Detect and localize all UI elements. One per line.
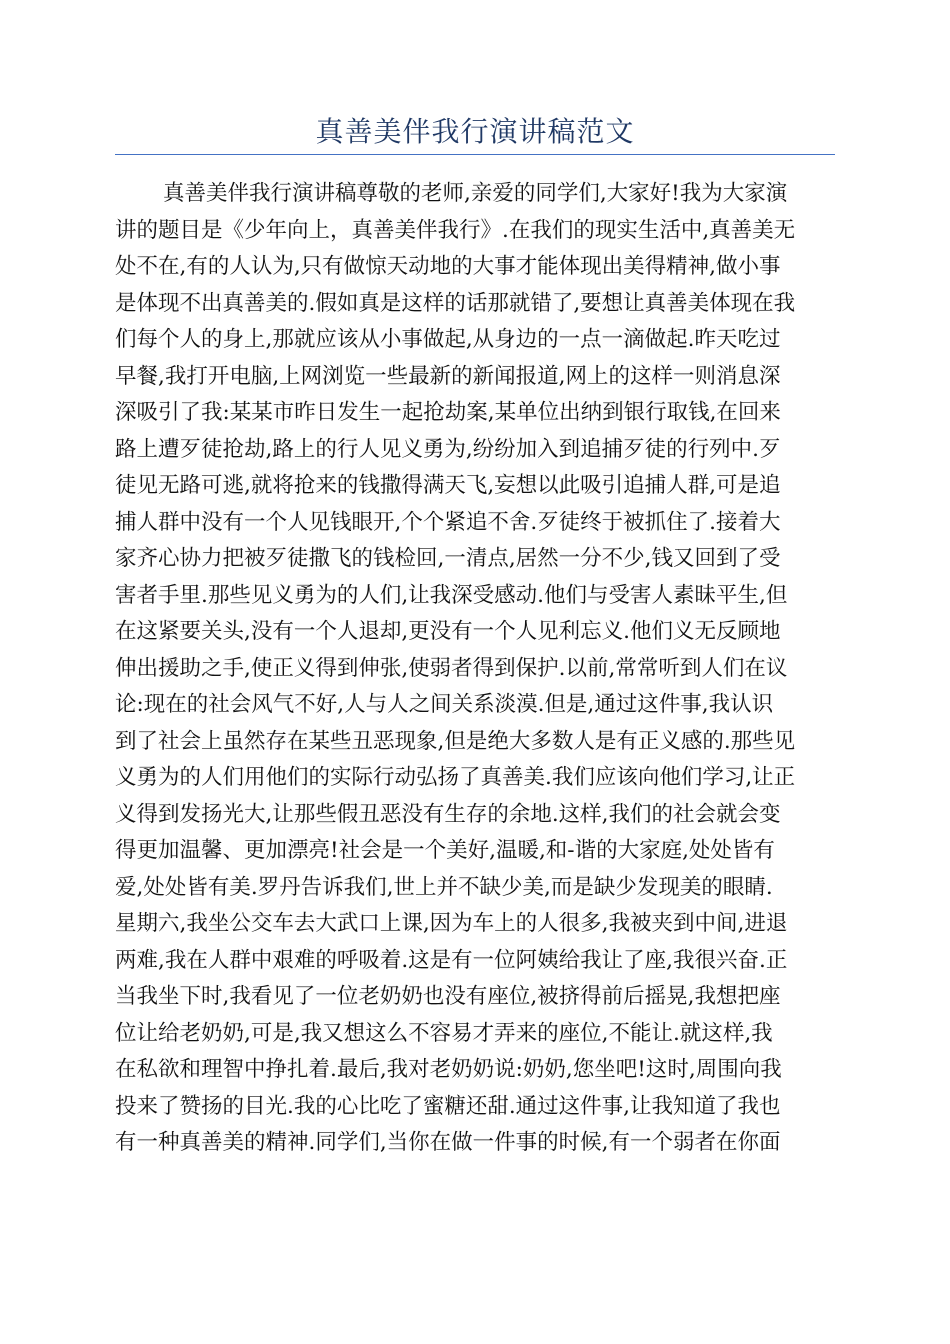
body-line: 早餐,我打开电脑,上网浏览一些最新的新闻报道,网上的这样一则消息深 <box>115 363 781 389</box>
body-line: 伸出援助之手,使正义得到伸张,使弱者得到保护.以前,常常听到人们在议 <box>115 655 788 681</box>
body-line: 星期六,我坐公交车去大武口上课,因为车上的人很多,我被夹到中间,进退 <box>115 911 788 936</box>
title-underline <box>115 154 835 155</box>
body-line: 爱,处处皆有美.罗丹告诉我们,世上并不缺少美,而是缺少发现美的眼睛. <box>115 874 773 900</box>
body-line: 捕人群中没有一个人见钱眼开,个个紧追不舍.歹徒终于被抓住了.接着大 <box>115 509 781 535</box>
body-line: 投来了赞扬的目光.我的心比吃了蜜糖还甜.通过这件事,让我知道了我也 <box>115 1093 781 1119</box>
body-line: 们每个人的身上,那就应该从小事做起,从身边的一点一滴做起.昨天吃过 <box>115 327 781 352</box>
body-line: 有一种真善美的精神.同学们,当你在做一件事的时候,有一个弱者在你面 <box>115 1130 781 1155</box>
body-line: 家齐心协力把被歹徒撒飞的钱检回,一清点,居然一分不少,钱又回到了受 <box>115 546 781 571</box>
body-line: 得更加温馨、更加漂亮!社会是一个美好,温暖,和-谐的大家庭,处处皆有 <box>115 838 775 863</box>
body-line: 真善美伴我行演讲稿尊敬的老师,亲爱的同学们,大家好!我为大家演 <box>163 181 788 206</box>
body-line: 两难,我在人群中艰难的呼吸着.这是有一位阿姨给我让了座,我很兴奋.正 <box>115 947 788 973</box>
body-line: 处不在,有的人认为,只有做惊天动地的大事才能体现出美得精神,做小事 <box>115 254 781 279</box>
body-line: 徒见无路可逃,就将抢来的钱撒得满天飞,妄想以此吸引追捕人群,可是追 <box>115 473 781 498</box>
document-title: 真善美伴我行演讲稿范文 <box>315 115 635 148</box>
body-line: 位让给老奶奶,可是,我又想这么不容易才弄来的座位,不能让.就这样,我 <box>115 1020 773 1046</box>
body-line: 论:现在的社会风气不好,人与人之间关系淡漠.但是,通过这件事,我认识 <box>115 692 774 717</box>
body-line: 在这紧要关头,没有一个人退却,更没有一个人见利忘义.他们义无反顾地 <box>115 619 781 644</box>
body-line: 到了社会上虽然存在某些丑恶现象,但是绝大多数人是有正义感的.那些见 <box>115 728 796 754</box>
body-line: 害者手里.那些见义勇为的人们,让我深受感动.他们与受害人素昧平生,但 <box>115 582 788 608</box>
body-line: 路上遭歹徒抢劫,路上的行人见义勇为,纷纷加入到追捕歹徒的行列中.歹 <box>115 436 781 462</box>
body-line: 当我坐下时,我看见了一位老奶奶也没有座位,被挤得前后摇晃,我想把座 <box>115 984 781 1009</box>
body-line: 深吸引了我:某某市昨日发生一起抢劫案,某单位出纳到银行取钱,在回来 <box>115 400 781 425</box>
body-line: 讲的题目是《少年向上，真善美伴我行》.在我们的现实生活中,真善美无 <box>115 217 796 243</box>
body-line: 义勇为的人们用他们的实际行动弘扬了真善美.我们应该向他们学习,让正 <box>115 765 796 790</box>
body-text <box>115 176 835 1162</box>
body-line: 是体现不出真善美的.假如真是这样的话那就错了,要想让真善美体现在我 <box>115 290 796 316</box>
body-line: 义得到发扬光大,让那些假丑恶没有生存的余地.这样,我们的社会就会变 <box>115 801 781 827</box>
body-line: 在私欲和理智中挣扎着.最后,我对老奶奶说:奶奶,您坐吧!这时,周围向我 <box>115 1057 782 1082</box>
